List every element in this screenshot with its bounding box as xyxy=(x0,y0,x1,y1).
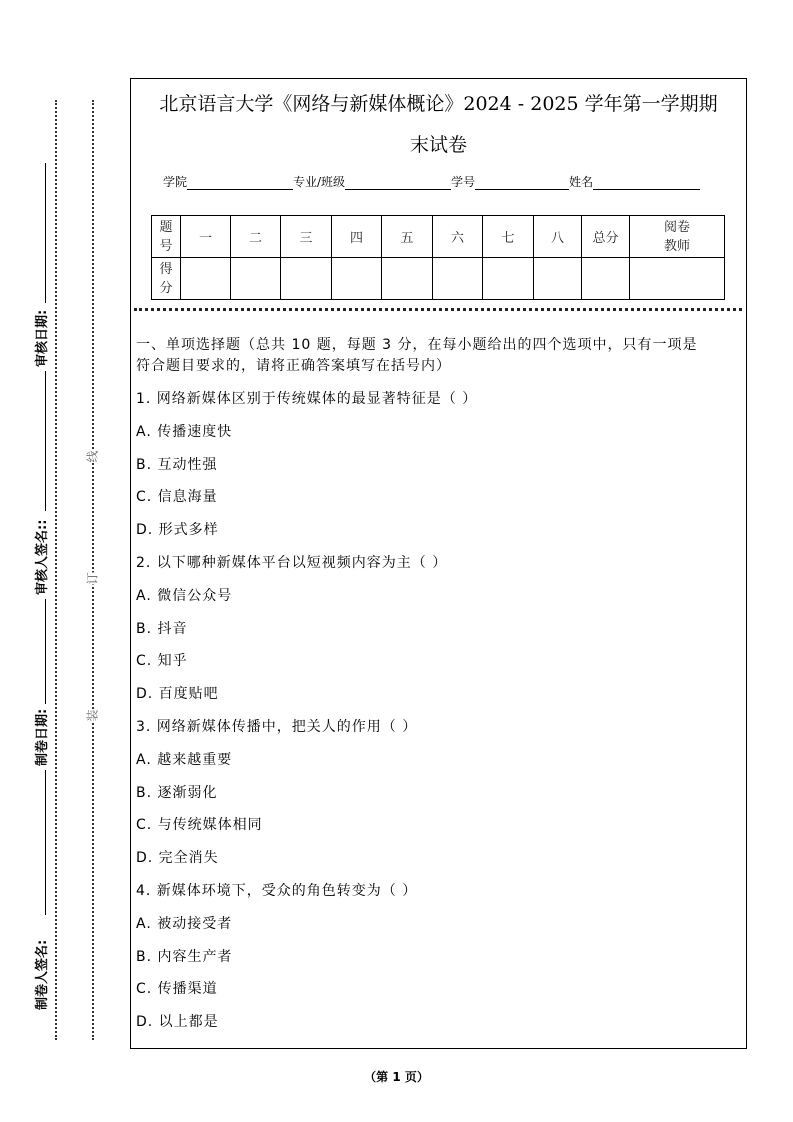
answer-option[interactable]: B. 逐渐弱化 xyxy=(136,784,218,801)
major-class-input[interactable] xyxy=(345,175,451,190)
binding-mark-xian: 线 xyxy=(85,450,100,463)
score-cell[interactable] xyxy=(332,258,382,300)
name-input[interactable] xyxy=(593,175,700,190)
make-date-line[interactable] xyxy=(44,599,46,704)
answer-option[interactable]: A. 微信公众号 xyxy=(136,587,233,604)
answer-option[interactable]: C. 信息海量 xyxy=(136,489,218,506)
col-7: 七 xyxy=(483,216,534,258)
score-cell[interactable] xyxy=(281,258,332,300)
score-label: 得 分 xyxy=(152,258,181,300)
answer-option[interactable]: B. 互动性强 xyxy=(136,456,218,473)
score-cell[interactable] xyxy=(382,258,433,300)
answer-option[interactable]: D. 形式多样 xyxy=(136,522,219,539)
make-date-label: 制卷日期: xyxy=(35,708,50,766)
col-6: 六 xyxy=(433,216,483,258)
score-cell[interactable] xyxy=(534,258,582,300)
score-row xyxy=(152,258,725,300)
question-stem: 1. 网络新媒体区别于传统媒体的最显著特征是（ ） xyxy=(136,391,478,407)
score-cell[interactable] xyxy=(181,258,231,300)
score-table-header-row xyxy=(152,216,725,258)
binding-mark-zhuang: 装 xyxy=(85,709,100,722)
binding-line-inner xyxy=(92,100,94,1040)
col-4: 四 xyxy=(332,216,382,258)
col-grader: 阅卷 教师 xyxy=(630,216,725,258)
question-number-label: 题 号 xyxy=(152,216,181,258)
score-cell[interactable] xyxy=(433,258,483,300)
answer-option[interactable]: D. 以上都是 xyxy=(136,1014,219,1031)
answer-option[interactable]: C. 与传统媒体相同 xyxy=(136,817,263,834)
binding-mark-ding: 订 xyxy=(85,572,100,585)
question-stem: 2. 以下哪种新媒体平台以短视频内容为主（ ） xyxy=(136,555,448,571)
dotted-separator xyxy=(134,308,742,311)
answer-option[interactable]: A. 传播速度快 xyxy=(136,423,233,440)
col-3: 三 xyxy=(281,216,332,258)
student-info-fields xyxy=(163,173,700,190)
answer-option[interactable]: D. 完全消失 xyxy=(136,850,219,867)
col-total: 总分 xyxy=(582,216,630,258)
signature-strip xyxy=(30,150,50,1010)
score-table xyxy=(151,215,725,300)
question-stem: 4. 新媒体环境下，受众的角色转变为（ ） xyxy=(136,883,418,899)
student-id-label: 学号 xyxy=(451,175,476,189)
answer-option[interactable]: B. 内容生产者 xyxy=(136,948,233,965)
maker-signature-line[interactable] xyxy=(44,770,46,915)
binding-line-outer xyxy=(55,100,57,1040)
section-heading-line1: 一、单项选择题（总共 10 题，每题 3 分，在每小题给出的四个选项中，只有一项是 xyxy=(136,337,698,353)
answer-option[interactable]: D. 百度贴吧 xyxy=(136,686,219,703)
page-number: （第 1 页） xyxy=(364,1070,429,1084)
answer-option[interactable]: C. 知乎 xyxy=(136,653,188,670)
reviewer-signature-line[interactable] xyxy=(44,371,46,511)
exam-title-line1: 北京语言大学《网络与新媒体概论》2024 - 2025 学年第一学期期 xyxy=(159,93,718,115)
col-5: 五 xyxy=(382,216,433,258)
score-cell[interactable] xyxy=(630,258,725,300)
college-input[interactable] xyxy=(187,175,293,190)
col-1: 一 xyxy=(181,216,231,258)
score-cell[interactable] xyxy=(231,258,281,300)
answer-option[interactable]: A. 越来越重要 xyxy=(136,751,233,768)
name-label: 姓名 xyxy=(569,175,594,189)
col-2: 二 xyxy=(231,216,281,258)
exam-title-line2: 末试卷 xyxy=(409,134,467,156)
question-stem: 3. 网络新媒体传播中，把关人的作用（ ） xyxy=(136,719,418,735)
answer-option[interactable]: A. 被动接受者 xyxy=(136,915,233,932)
college-label: 学院 xyxy=(163,175,188,189)
review-date-line[interactable] xyxy=(44,163,46,303)
reviewer-signature-label: 审核人签名:: xyxy=(35,519,50,595)
answer-option[interactable]: B. 抖音 xyxy=(136,620,188,637)
student-id-input[interactable] xyxy=(475,175,569,190)
review-date-label: 审核日期: xyxy=(35,309,50,367)
score-cell[interactable] xyxy=(582,258,630,300)
col-8: 八 xyxy=(534,216,582,258)
answer-option[interactable]: C. 传播渠道 xyxy=(136,981,218,998)
score-cell[interactable] xyxy=(483,258,534,300)
section-heading-line2: 符合题目要求的，请将正确答案填写在括号内） xyxy=(136,358,451,374)
maker-signature-label: 制卷人签名: xyxy=(35,939,50,1010)
major-class-label: 专业/班级 xyxy=(293,175,346,189)
